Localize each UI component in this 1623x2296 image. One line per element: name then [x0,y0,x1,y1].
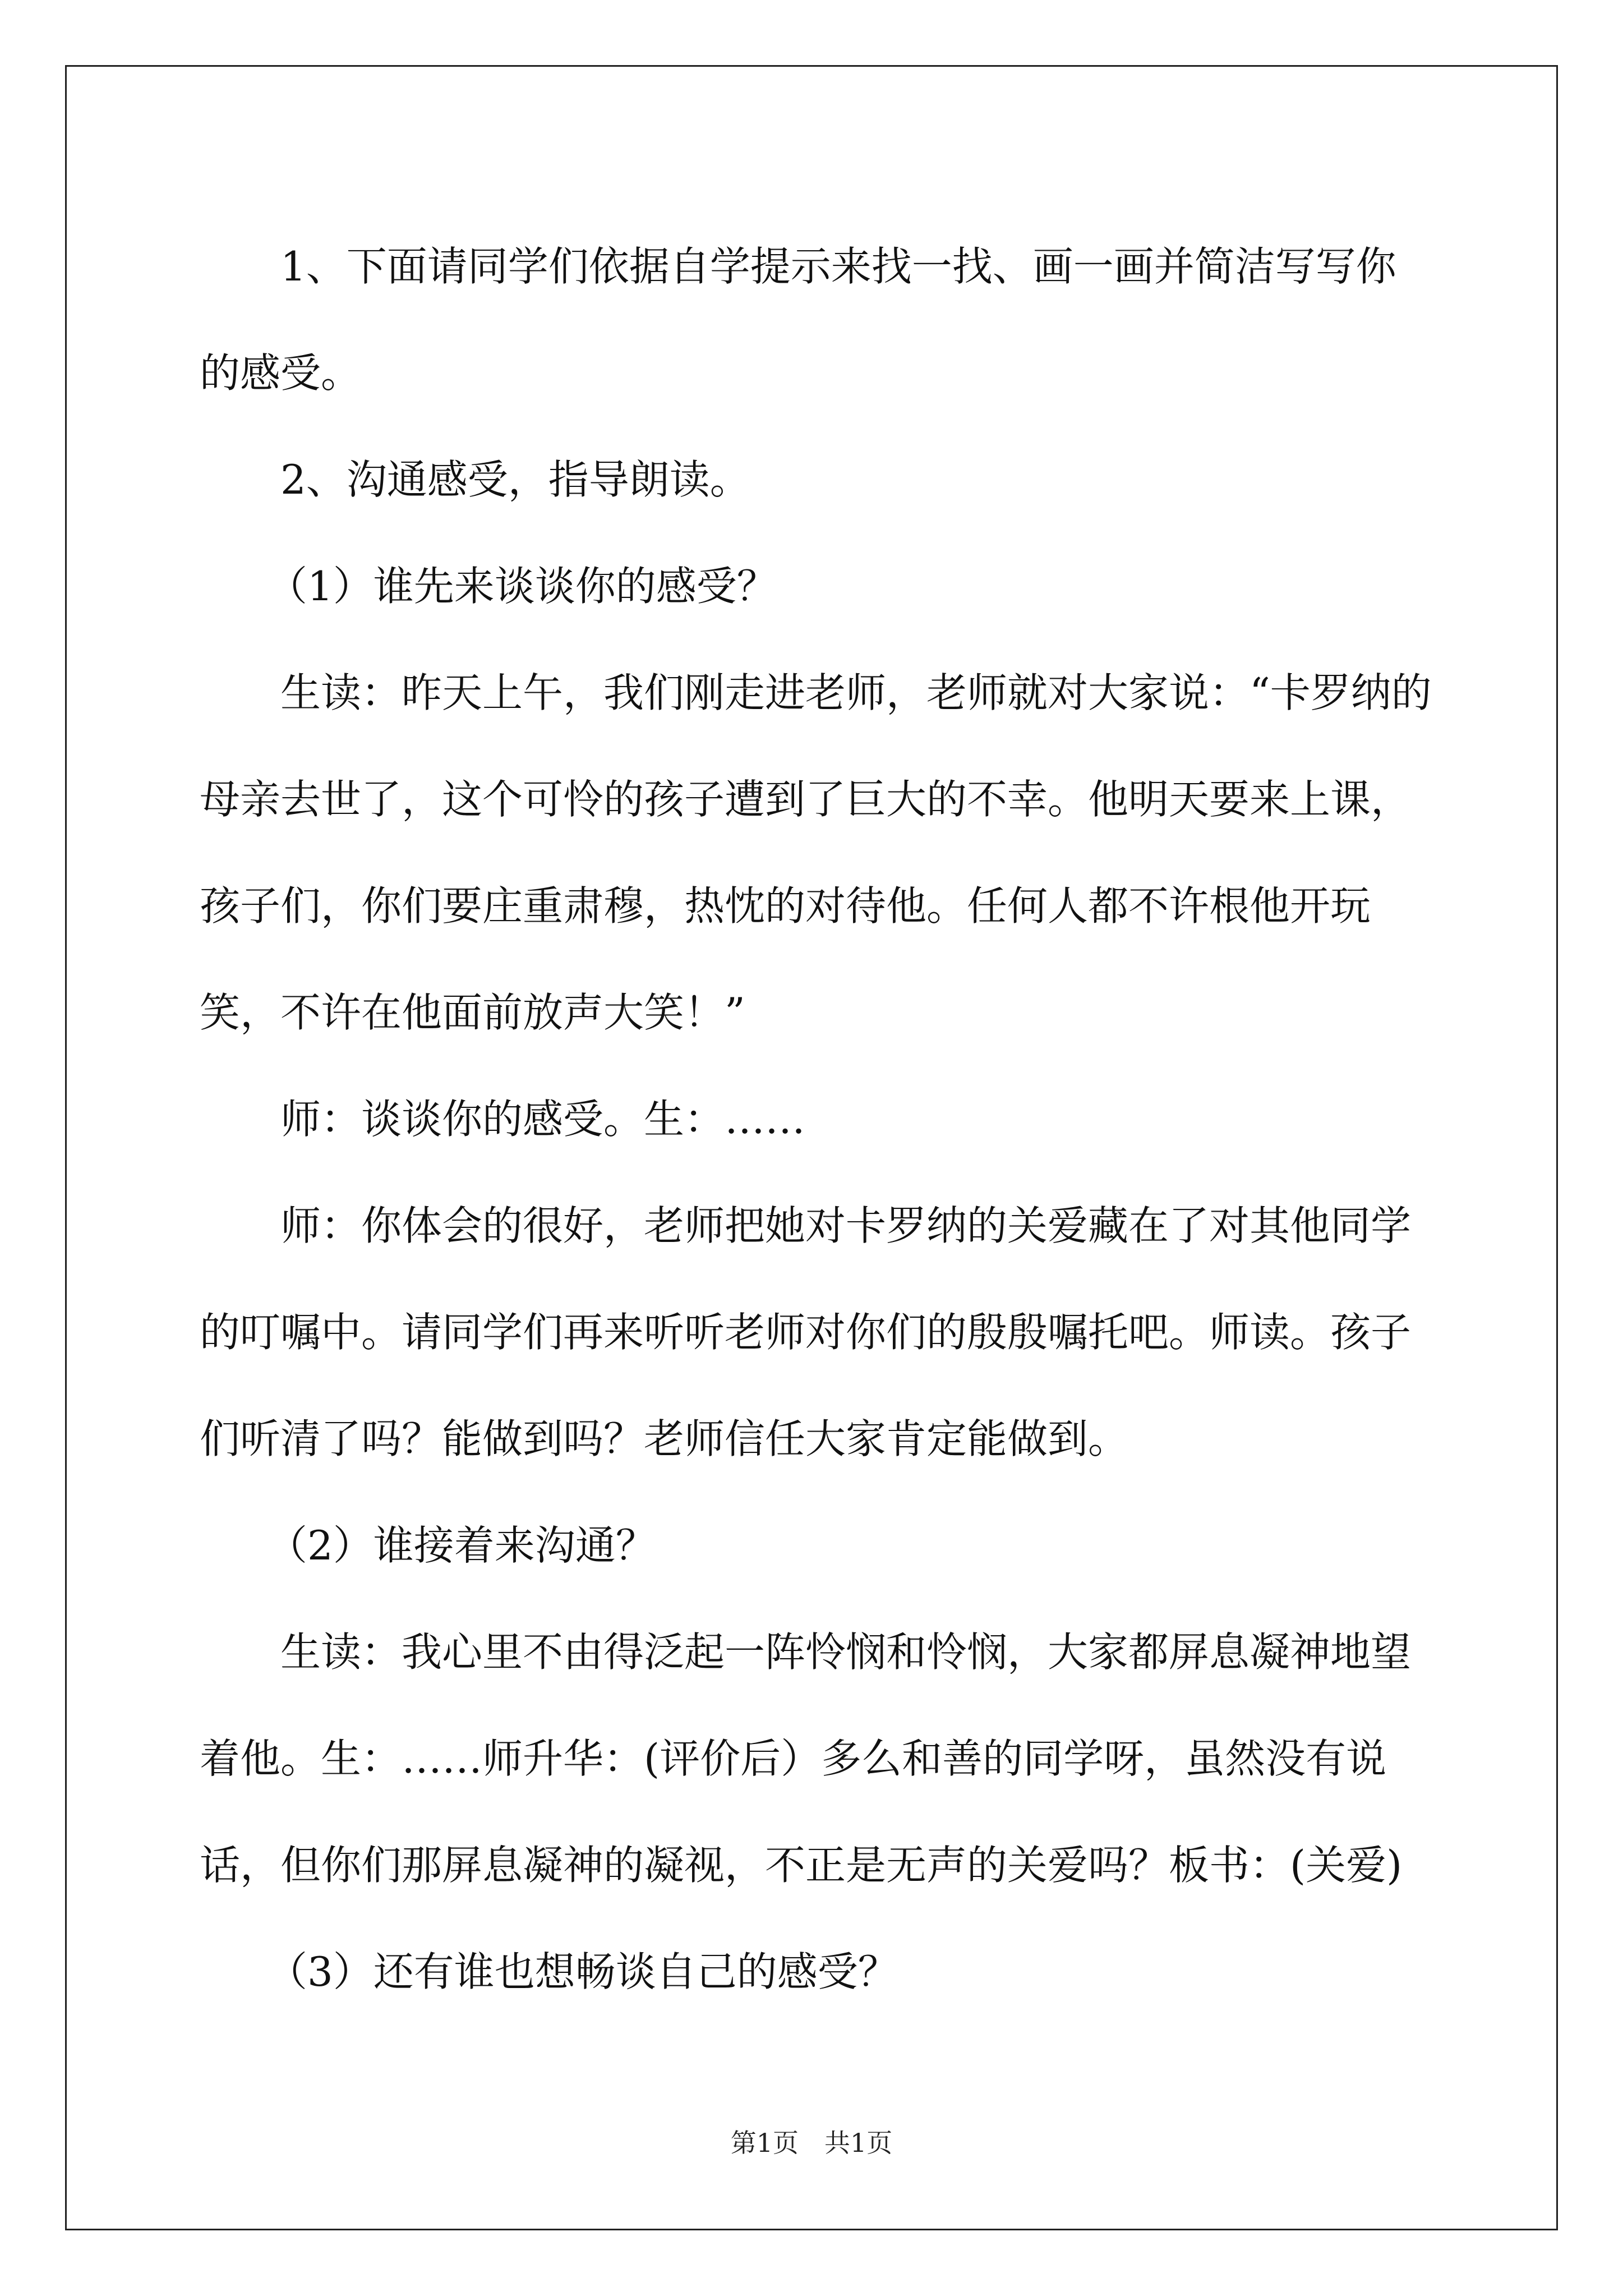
document-body [200,213,1433,2025]
paragraph-instruction-1: 1、下面请同学们依据自学提示来找一找、画一画并简洁写写你的感受。 [200,243,1396,397]
paragraph-instruction-2: 2、沟通感受，指导朗读。 [280,456,750,503]
paragraph-teacher-comment: 师：你体会的很好，老师把她对卡罗纳的关爱藏在了对其他同学的叮嘱中。请同学们再来听听老师对你们的殷殷嘱托吧。师读。孩子们听清了吗？能做到吗？老师信任大家肯定能做到。 [200,1202,1412,1462]
paragraph-student-reading-1: 生读：昨天上午，我们刚走进老师，老师就对大家说：“卡罗纳的母亲去世了，这个可怜的孩子遭到了巨大的不幸。他明天要来上课，孩子们，你们要庄重肃穆，热忱的对待他。任何人都不许根他开玩笑，不许在他面前放声大笑！” [200,669,1432,1036]
page-number: 第1页 共1页 [730,2128,893,2158]
paragraph-question-2: （2）谁接着来沟通？ [267,1522,656,1569]
paragraph-question-3: （3）还有谁也想畅谈自己的感受？ [267,1948,898,1995]
paragraph-question-1: （1）谁先来谈谈你的感受？ [267,563,777,610]
paragraph-teacher-prompt: 师：谈谈你的感受。生：…… [280,1096,806,1143]
paragraph-student-reading-2: 生读：我心里不由得泛起一阵怜悯和怜悯，大家都屏息凝神地望着他。生：……师升华：(评价后）多么和善的同学呀，虽然没有说话，但你们那屏息凝神的凝视，不正是无声的关爱吗？板书：(关爱) [200,1628,1412,1889]
